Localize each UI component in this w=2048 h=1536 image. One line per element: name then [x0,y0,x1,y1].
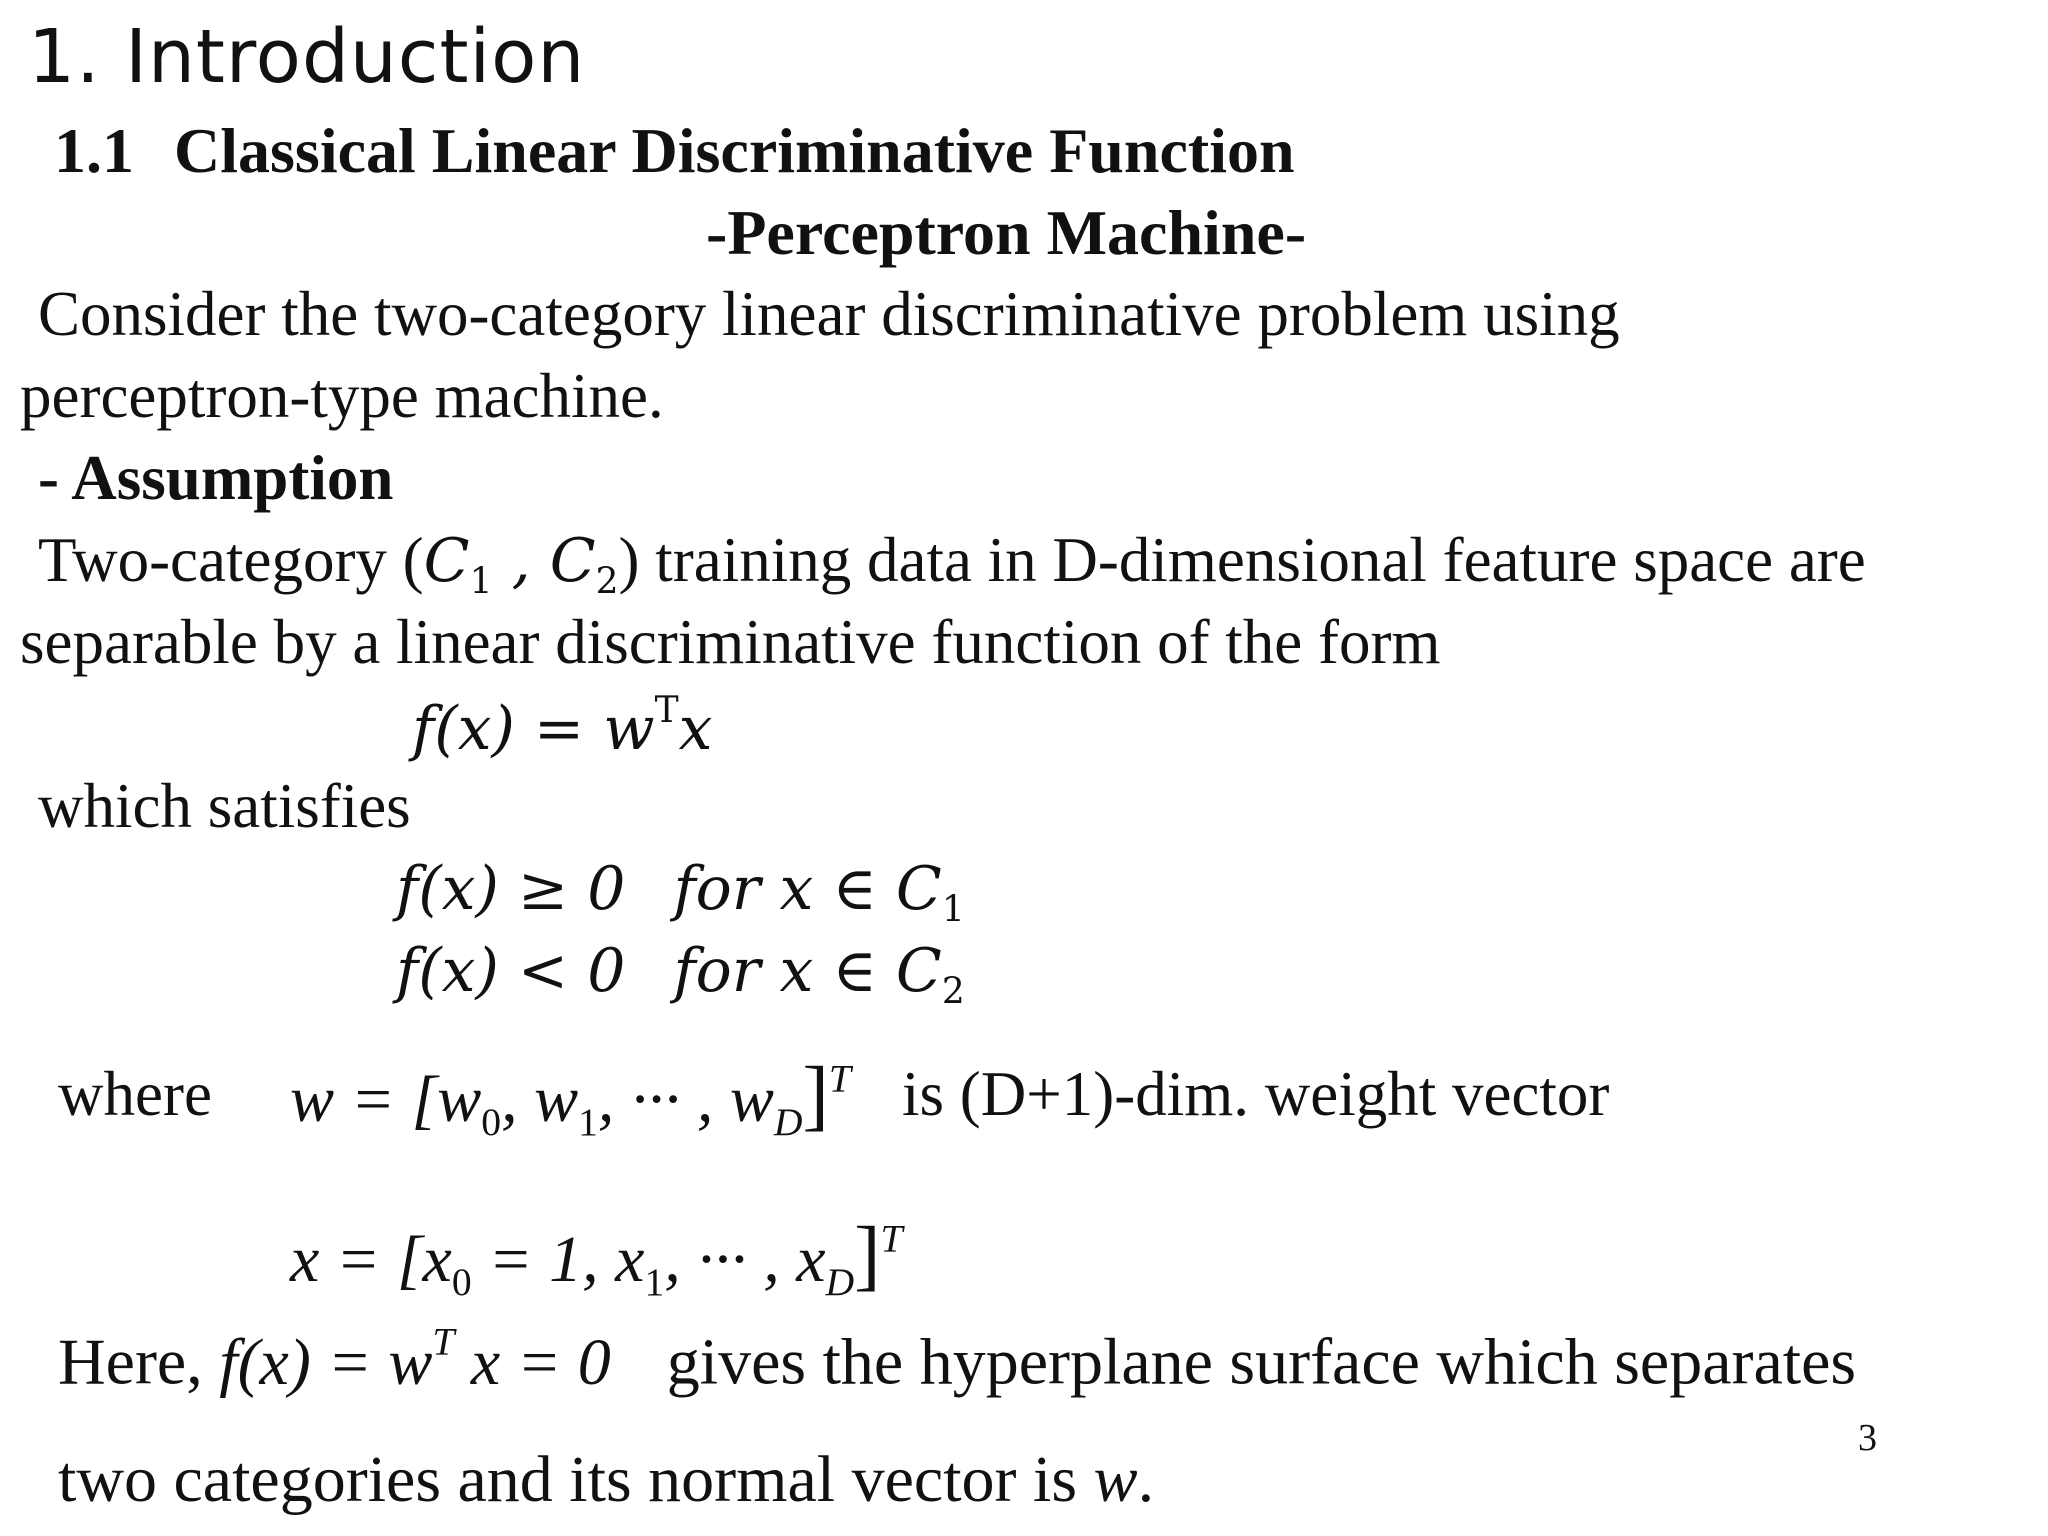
c-separator: , [492,526,550,596]
assumption-line-2: separable by a linear discriminative function of the form [20,607,1441,677]
hyperplane-line-1 [58,1318,1856,1401]
assumption-line-1 [38,524,1866,603]
intro-line-2: perceptron-type machine. [20,361,664,431]
c2-symbol: $C_2$ [549,526,619,603]
which-satisfies-text: which satisfies [38,771,411,841]
subsection-heading [54,114,1295,188]
intro-line-1: Consider the two-category linear discriminative problem using [38,279,1620,349]
c1-symbol: $C_1$ [423,526,493,603]
hyperplane-line-2: two categories and its normal vector is w. [58,1443,1155,1516]
where-label: where [58,1059,212,1129]
hyperplane-description: gives the hyperplane surface which separates [666,1325,1857,1399]
weight-vector-description: is (D+1)-dim. weight vector [902,1059,1610,1129]
section-title: 1. Introduction [28,14,586,100]
subsection-title: Classical Linear Discriminative Function [174,115,1295,186]
page-number: 3 [1858,1417,1877,1459]
condition-c1: f(x) ≥ 0 for x ∈ $C_1$ [396,854,965,931]
subsection-subtitle: -Perceptron Machine- [706,197,1307,268]
hyperplane-equation: $f(x) = w^T$ x = 0 [219,1319,611,1399]
assumption-text-post: ) training data in D-dimensional feature space are [618,525,1866,595]
feature-vector-definition: $x = [x_0 = 1$, $x_1$, ··· , $x_D]^T$ [290,1211,903,1304]
main-equation: $f(x) = w^Tx$ [412,690,713,764]
assumption-heading: - Assumption [38,443,394,513]
subsection-number: 1.1 [54,115,134,186]
weight-vector-definition: $w = [w_0$, $w_1$, ··· , $w_D]^T$ [290,1051,851,1144]
here-prefix: Here, [58,1325,220,1399]
assumption-text-pre: Two-category ( [38,525,424,595]
condition-c2: f(x) < 0 for x ∈ $C_2$ [396,936,965,1013]
